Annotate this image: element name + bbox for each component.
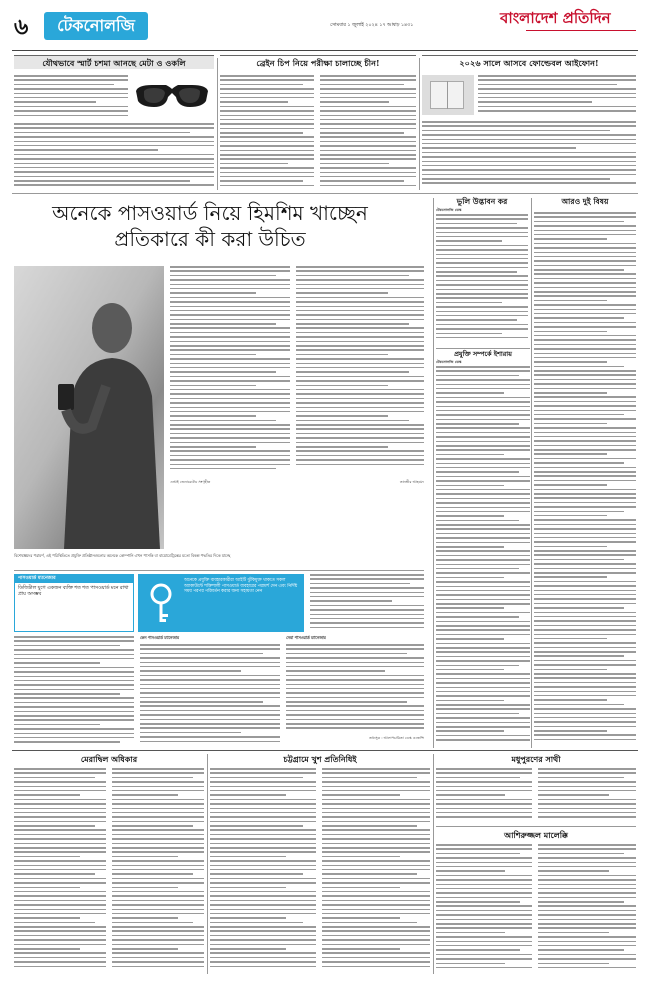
story-rule (436, 348, 530, 349)
lead-source-tag: তথ্যসূত্র : আলাপচারিতা ডেস্ক এজেন্সি (369, 736, 424, 740)
top-story-1 (14, 55, 214, 191)
lead-lower-col3 (286, 644, 424, 734)
top-story-1-headline-bar (14, 55, 214, 69)
top-story-1-body-a (14, 75, 128, 119)
lead-subhead-2: সেরা পাসওয়ার্ড ম্যানেজার (286, 635, 326, 640)
box-rule (14, 570, 424, 571)
bottom-story-3-headline: মধুপুরণের সাথী (511, 754, 561, 764)
bottom-story-3-body-b (538, 768, 636, 824)
lead-subhead-1: কেন পাসওয়ার্ড ম্যানেজার (140, 635, 179, 640)
lead-lower-col2 (140, 644, 280, 746)
sidebar-story-3-headline: আরও দুই বিষয় (561, 197, 609, 206)
bottom-story-4-body-b (538, 844, 636, 974)
lead-lower-col1 (14, 636, 134, 746)
story-rule (436, 826, 636, 827)
logo-text: বাংলাদেশ প্রতিদিন (500, 9, 611, 27)
lead-body-col2 (296, 266, 424, 472)
box-title: পাসওয়ার্ড ম্যানেজার (15, 575, 133, 583)
top-story-3 (422, 55, 636, 191)
sidebar-story-3 (534, 196, 636, 746)
lead-byline: তানভীর আহমেদ (399, 480, 424, 484)
key-graphic (138, 574, 304, 632)
issue-date: সোমবার ১ জুলাই ২০২৪ ১৭ আষাঢ় ১৪৩১ (330, 23, 414, 28)
column-divider (433, 754, 434, 974)
lead-headline-line1: অনেকে পাসওয়ার্ড নিয়ে হিমশিম খাচ্ছেন (52, 201, 368, 225)
lead-photo (14, 266, 164, 549)
logo-underline (526, 30, 636, 31)
callout-text: অনেকে প্রযুক্তি ব্যবহারকারীরা আইটি ঝুঁকিমুক্ত থাকতে সকল অ্যাকাউন্টে শক্তিশালী পাসওয়ার্ড ব্যবহারের পরামর্শ দেন এবং নির্দিষ্ট সময় পরপর পরিবর্তন করার জন্য সহায়তা নেন (184, 578, 298, 595)
section-title: টেকনোলজি (57, 16, 135, 35)
bottom-story-1-headline: মেরাদ্বিল অধিকার (80, 754, 138, 764)
sidebar-story-2-headline: প্রযুক্তি সম্পর্কে ইশারায় (454, 350, 512, 358)
top-story-3-headline: ২০২৬ সালে আসবে ফোল্ডেবল আইফোন! (459, 58, 599, 68)
sidebar-story-2 (436, 348, 530, 748)
bottom-story-2-body-a (210, 768, 316, 974)
lead-box-right-col (310, 574, 424, 632)
top-story-3-headline-bar (422, 55, 636, 69)
column-divider (433, 198, 434, 748)
section-rule (12, 193, 638, 194)
bottom-story-4-body-a (436, 844, 532, 974)
person-with-phone-icon (14, 266, 164, 549)
top-story-3-body-b (422, 121, 636, 189)
lead-story (14, 196, 430, 749)
bottom-story-3 (436, 752, 636, 824)
bottom-story-2-headline: চট্টগ্রামে খুশ প্রতিনিধিই (283, 754, 357, 764)
section-rule (12, 750, 638, 751)
bottom-story-1-body-a (14, 768, 106, 974)
box-text: ডিজিটাল যুগে একজন ব্যক্তি শত শত পাসওয়ার্ড মনে রাখা প্রায় অসম্ভব (18, 586, 129, 598)
lead-headline-line2: প্রতিকারে কী করা উচিত (114, 227, 306, 251)
password-manager-box (14, 574, 134, 632)
bottom-story-2-body-b (322, 768, 430, 974)
section-banner (44, 12, 148, 40)
lead-byline-credit: এআই জেনারেটেড সংগৃহীত (170, 480, 211, 484)
top-story-2 (220, 55, 416, 191)
top-story-2-body-a (220, 75, 314, 189)
bottom-story-2 (210, 752, 430, 974)
top-story-2-headline-bar (220, 55, 416, 69)
column-divider (217, 58, 218, 190)
top-story-1-body-b (14, 123, 214, 189)
sidebar-story-1-headline: ভুলি উদ্ভাবন কর (456, 197, 508, 206)
column-divider (207, 754, 208, 974)
lead-body-col1 (170, 266, 290, 476)
bottom-story-4 (436, 828, 636, 974)
masthead (0, 0, 650, 56)
column-divider (531, 198, 532, 748)
sidebar-story-2-tag: টেকনোলজি ডেস্ক (436, 360, 462, 364)
top-story-2-headline: ব্রেইন চিপ নিয়ে পরীক্ষা চালাচ্ছে চীন! (256, 58, 380, 68)
bottom-story-3-body-a (436, 768, 532, 824)
bottom-story-1 (14, 752, 204, 974)
sidebar-story-1-body (436, 214, 528, 344)
smart-glasses-photo (132, 75, 212, 117)
sidebar-story-3-body (534, 212, 636, 744)
bottom-story-1-body-b (112, 768, 204, 974)
top-story-1-headline: যৌথভাবে স্মার্ট চশমা আনছে মেটা ও ওকলি (42, 58, 186, 68)
newspaper-logo (500, 6, 642, 46)
foldable-phone-photo (422, 75, 474, 115)
glasses-icon (132, 75, 212, 117)
top-story-3-body-a (478, 75, 636, 117)
page-number: ৬ (14, 14, 29, 40)
lead-photo-caption: বিশেষজ্ঞদের পরামর্শ, এই পরিস্থিতিতে প্রযুক্তি প্রতিষ্ঠানগুলোর অনেকে কোম্পানি এখন পাসকি বা বায়োমেট্রিক্সের মতো বিকল্প পদ্ধতির দিকে যাচ্ছে (14, 553, 231, 558)
column-divider (419, 58, 420, 190)
sidebar-story-2-body (436, 366, 530, 746)
bottom-story-4-headline: আশিরুজ্জল মালেক্কি (504, 830, 568, 840)
top-story-2-body-b (320, 75, 416, 189)
sidebar-story-1-tag: টেকনোলজি ডেস্ক (436, 208, 462, 212)
masthead-rule (12, 50, 638, 51)
key-icon (138, 574, 184, 632)
